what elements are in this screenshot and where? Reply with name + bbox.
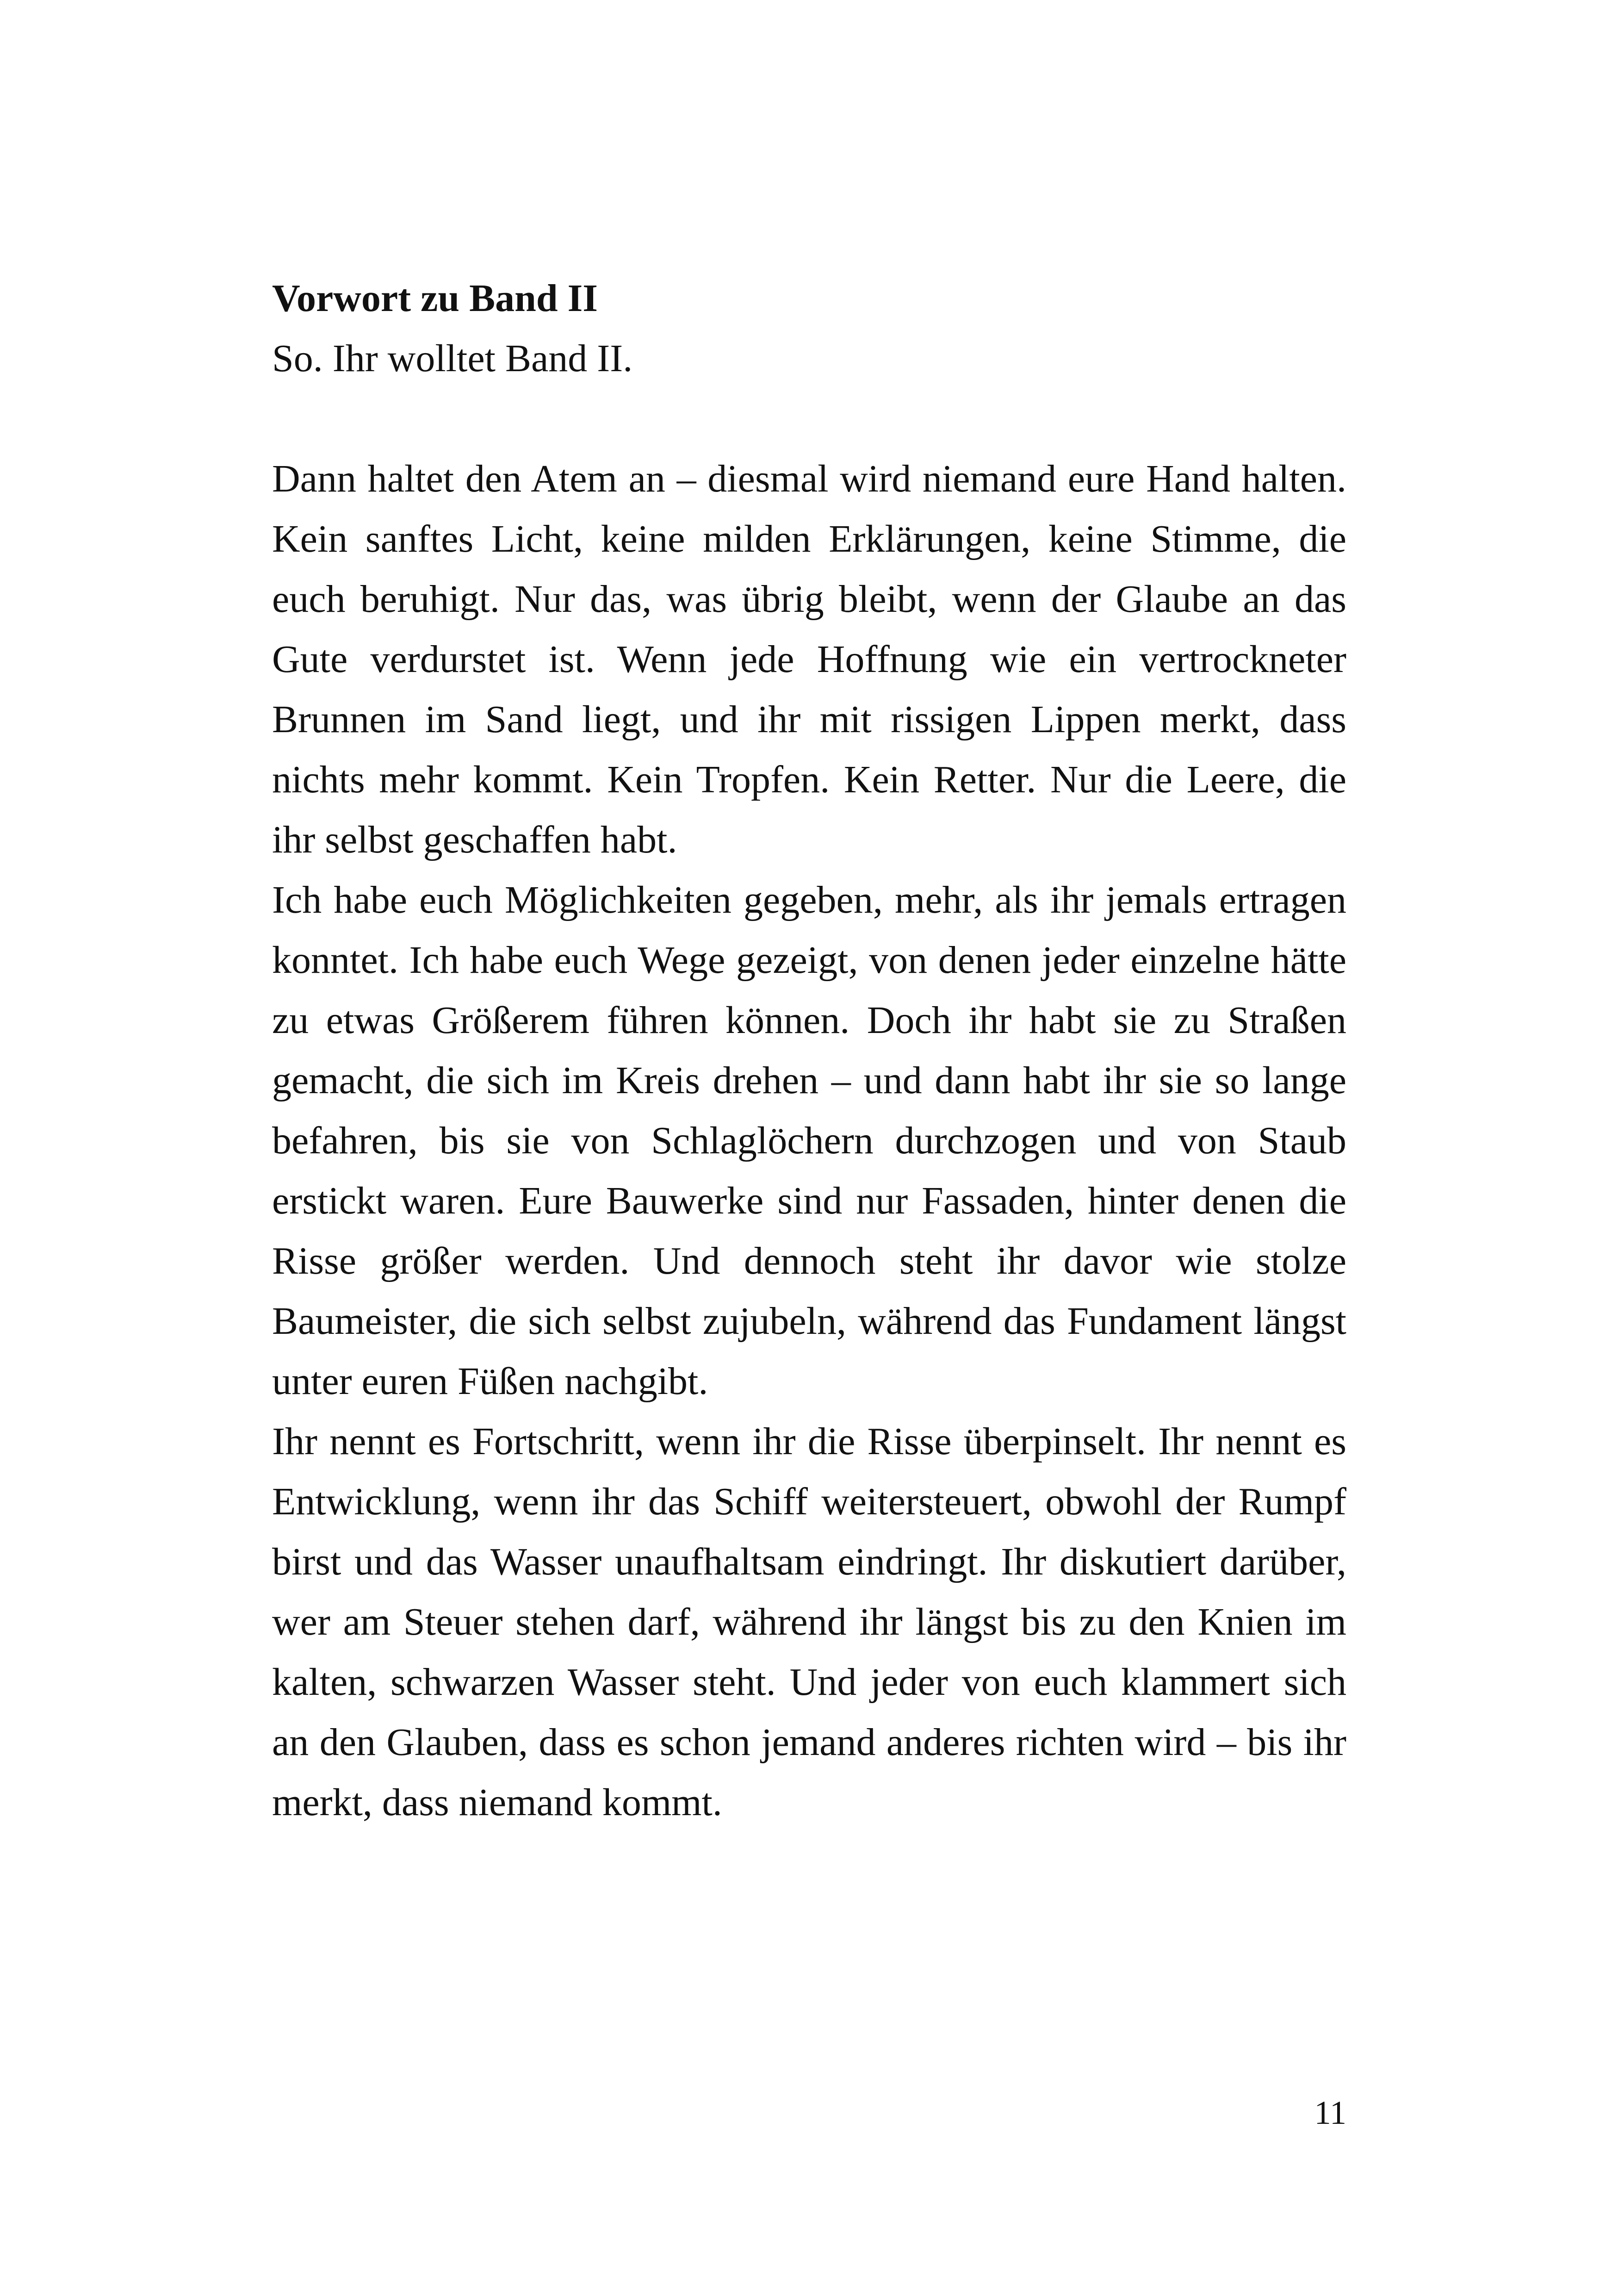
page-number: 11 [1314, 2094, 1346, 2131]
paragraph-1: Dann haltet den Atem an – diesmal wird niemand eure Hand halten. Kein sanftes Licht, keine milden Erklärungen, keine Stimme, die euch beruhigt. Nur das, was übrig bleibt, wenn der Glaube an das Gute verdurstet ist. Wenn jede Hoffnung wie ein vertrockneter Brunnen im Sand liegt, und ihr mit rissigen Lippen merkt, dass nichts mehr kommt. Kein Tropfen. Kein Retter. Nur die Leere, die ihr selbst geschaffen habt. [272, 457, 1346, 861]
paragraph-3: Ihr nennt es Fortschritt, wenn ihr die Risse überpinselt. Ihr nennt es Entwicklung, wenn ihr das Schiff weitersteuert, obwohl der Rumpf birst und das Wasser unaufhaltsam eindringt. Ihr diskutiert darüber, wer am Steuer stehen darf, während ihr längst bis zu den Knien im kalten, schwarzen Wasser steht. Und jeder von euch klammert sich an den Glauben, dass es schon jemand anderes richten wird – bis ihr merkt, dass niemand kommt. [272, 1420, 1346, 1824]
chapter-heading: Vorwort zu Band II [272, 277, 598, 320]
text-block [272, 268, 1346, 1833]
paragraph-2: Ich habe euch Möglichkeiten gegeben, mehr, als ihr jemals ertragen konntet. Ich habe euch Wege gezeigt, von denen jeder einzelne hätte zu etwas Größerem führen können. Doch ihr habt sie zu Straßen gemacht, die sich im Kreis drehen – und dann habt ihr sie so lange befahren, bis sie von Schlaglöchern durchzogen und von Staub erstickt waren. Eure Bauwerke sind nur Fassaden, hinter denen die Risse größer werden. Und dennoch steht ihr davor wie stolze Baumeister, die sich selbst zujubeln, während das Fundament längst unter euren Füßen nachgibt. [272, 878, 1346, 1403]
chapter-subtitle: So. Ihr wolltet Band II. [272, 337, 633, 380]
